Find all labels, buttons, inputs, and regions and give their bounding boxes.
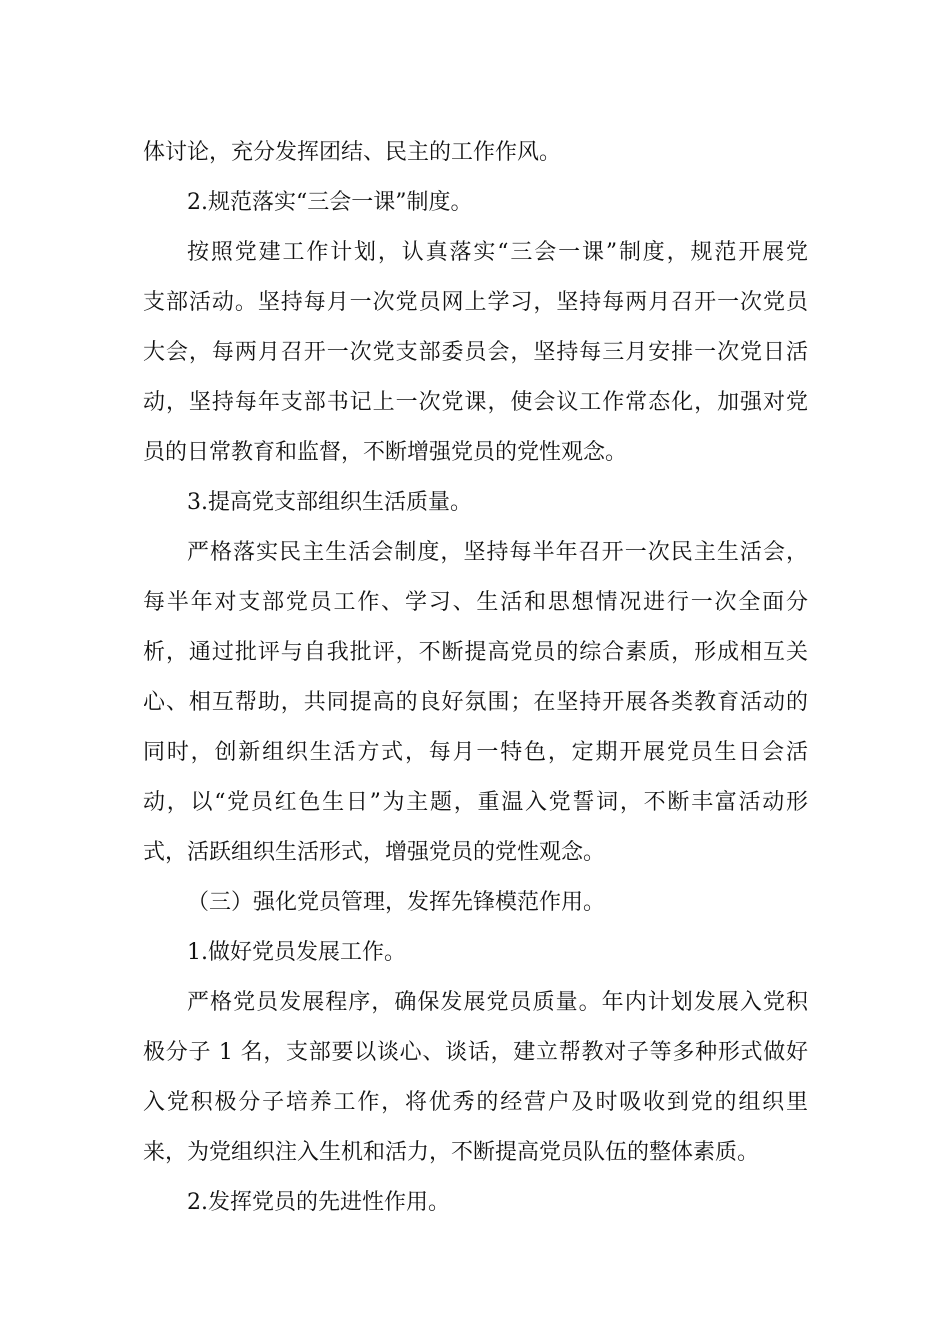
paragraph-line: 严格党员发展程序，确保发展党员质量。年内计划发展入党积: [187, 990, 808, 1015]
subheading-item-3: 3.提高党支部组织生活质量。: [187, 490, 472, 515]
paragraph-line-end: 来，为党组织注入生机和活力，不断提高党员队伍的整体素质。: [143, 1140, 760, 1165]
paragraph-line-end: 式，活跃组织生活形式，增强党员的党性观念。: [143, 840, 606, 865]
paragraph-line-end: 员的日常教育和监督，不断增强党员的党性观念。: [143, 440, 628, 465]
paragraph-line: 同时，创新组织生活方式，每月一特色，定期开展党员生日会活: [143, 740, 808, 765]
paragraph-line: 支部活动。坚持每月一次党员网上学习，坚持每两月召开一次党员: [143, 290, 808, 315]
subheading-item-2: 2.规范落实“三会一课”制度。: [187, 190, 473, 215]
paragraph-line: 动，坚持每年支部书记上一次党课，使会议工作常态化，加强对党: [143, 390, 808, 415]
paragraph-line: 析，通过批评与自我批评，不断提高党员的综合素质，形成相互关: [143, 640, 808, 665]
subheading-item-1: 1.做好党员发展工作。: [187, 940, 406, 965]
paragraph-line: 按照党建工作计划，认真落实“三会一课”制度，规范开展党: [187, 240, 808, 265]
document-body: [143, 128, 808, 1228]
paragraph-line: 入党积极分子培养工作，将优秀的经营户及时吸收到党的组织里: [143, 1090, 808, 1115]
paragraph-line: 每半年对支部党员工作、学习、生活和思想情况进行一次全面分: [143, 590, 808, 615]
section-heading-3: （三）强化党员管理，发挥先锋模范作用。: [187, 890, 606, 915]
subheading-item-2: 2.发挥党员的先进性作用。: [187, 1190, 450, 1215]
paragraph-line: 极分子 1 名，支部要以谈心、谈话，建立帮教对子等多种形式做好: [143, 1040, 808, 1065]
paragraph-line: 心、相互帮助，共同提高的良好氛围；在坚持开展各类教育活动的: [143, 690, 808, 715]
paragraph-line: 大会，每两月召开一次党支部委员会，坚持每三月安排一次党日活: [143, 340, 808, 365]
paragraph-line: 严格落实民主生活会制度，坚持每半年召开一次民主生活会，: [187, 540, 808, 565]
text-line-continuation: 体讨论，充分发挥团结、民主的工作作风。: [143, 140, 562, 165]
paragraph-line: 动，以“党员红色生日”为主题，重温入党誓词，不断丰富活动形: [143, 790, 808, 815]
